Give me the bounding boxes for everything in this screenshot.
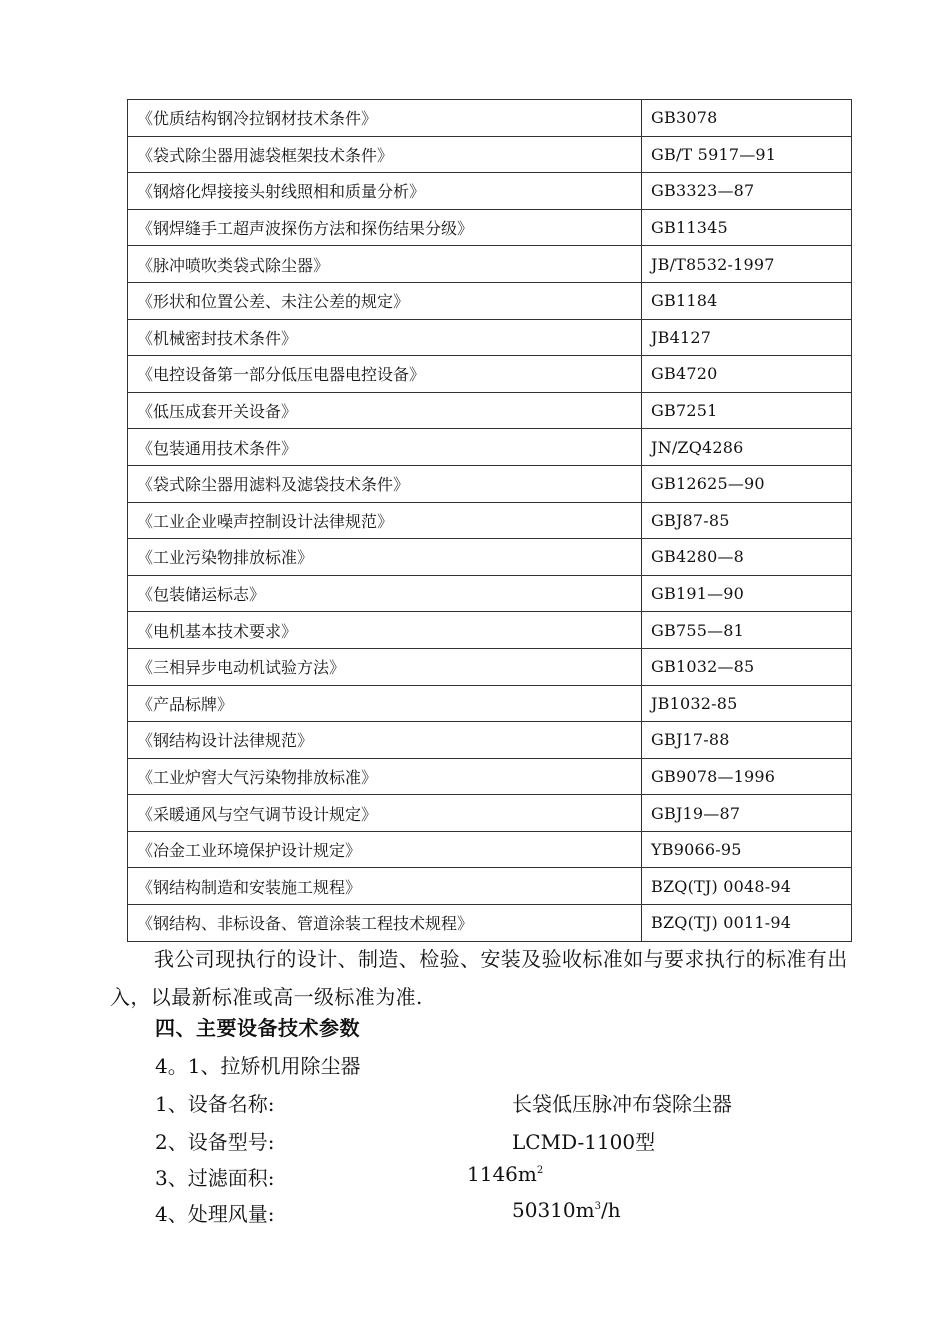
standard-code-cell: GB4720 [642, 356, 852, 393]
standard-code-cell: GB755—81 [642, 612, 852, 649]
subsection-title: 4。1、拉矫机用除尘器 [155, 1054, 361, 1078]
standard-code-cell: GB7251 [642, 392, 852, 429]
table-row [128, 392, 852, 429]
table-row [128, 905, 852, 942]
standard-name-cell: 《冶金工业环境保护设计规定》 [128, 831, 642, 868]
standard-code-cell: BZQ(TJ) 0048-94 [642, 868, 852, 905]
table-row [128, 575, 852, 612]
spec-air-label: 4、处理风量: [155, 1202, 275, 1226]
standards-table-body [128, 100, 852, 942]
standard-code-cell: GBJ17-88 [642, 722, 852, 759]
standard-code-cell: GB3078 [642, 100, 852, 137]
table-row [128, 356, 852, 393]
table-row [128, 465, 852, 502]
table-row [128, 209, 852, 246]
spec-air-superscript: 3 [594, 1201, 601, 1212]
standard-code-cell: JB4127 [642, 319, 852, 356]
standard-name-cell: 《包装通用技术条件》 [128, 429, 642, 466]
standard-name-cell: 《包装储运标志》 [128, 575, 642, 612]
standard-code-cell: JB1032-85 [642, 685, 852, 722]
standard-name-cell: 《低压成套开关设备》 [128, 392, 642, 429]
standard-name-cell: 《钢结构、非标设备、管道涂装工程技术规程》 [128, 905, 642, 942]
table-row [128, 831, 852, 868]
table-row [128, 173, 852, 210]
standards-note-paragraph: 我公司现执行的设计、制造、检验、安装及验收标准如与要求执行的标准有出入，以最新标准或高一级标准为准. [110, 947, 848, 1009]
standard-code-cell: GB11345 [642, 209, 852, 246]
standard-code-cell: GB9078—1996 [642, 758, 852, 795]
standard-name-cell: 《采暖通风与空气调节设计规定》 [128, 795, 642, 832]
table-row [128, 868, 852, 905]
standard-name-cell: 《工业企业噪声控制设计法律规范》 [128, 502, 642, 539]
standard-name-cell: 《电机基本技术要求》 [128, 612, 642, 649]
standard-code-cell: YB9066-95 [642, 831, 852, 868]
standard-name-cell: 《袋式除尘器用滤袋框架技术条件》 [128, 136, 642, 173]
standard-code-cell: GB1032—85 [642, 648, 852, 685]
standard-code-cell: JB/T8532-1997 [642, 246, 852, 283]
standard-code-cell: GB12625—90 [642, 465, 852, 502]
section-heading: 四、主要设备技术参数 [155, 1016, 360, 1040]
spec-air-unit: /h [600, 1198, 621, 1222]
spec-model-value: LCMD-1100型 [512, 1130, 656, 1154]
table-row [128, 319, 852, 356]
standard-name-cell: 《脉冲喷吹类袋式除尘器》 [128, 246, 642, 283]
standards-table [127, 99, 852, 942]
table-row [128, 502, 852, 539]
table-row [128, 648, 852, 685]
table-row [128, 282, 852, 319]
table-row [128, 685, 852, 722]
standard-name-cell: 《钢结构设计法律规范》 [128, 722, 642, 759]
standard-code-cell: GB1184 [642, 282, 852, 319]
standard-name-cell: 《三相异步电动机试验方法》 [128, 648, 642, 685]
standard-name-cell: 《袋式除尘器用滤料及滤袋技术条件》 [128, 465, 642, 502]
spec-air-value [512, 1198, 621, 1222]
standard-name-cell: 《产品标牌》 [128, 685, 642, 722]
table-row [128, 136, 852, 173]
standard-code-cell: BZQ(TJ) 0011-94 [642, 905, 852, 942]
spec-area-label: 3、过滤面积: [155, 1166, 275, 1190]
standard-name-cell: 《工业炉窖大气污染物排放标准》 [128, 758, 642, 795]
table-row [128, 100, 852, 137]
table-row [128, 612, 852, 649]
standard-code-cell: GBJ87-85 [642, 502, 852, 539]
table-row [128, 539, 852, 576]
spec-area-superscript: 2 [536, 1165, 544, 1176]
standard-name-cell: 《优质结构钢冷拉钢材技术条件》 [128, 100, 642, 137]
standard-code-cell: GBJ19—87 [642, 795, 852, 832]
table-row [128, 795, 852, 832]
spec-air-number: 50310m [512, 1198, 595, 1222]
table-row [128, 758, 852, 795]
standard-code-cell: GB3323—87 [642, 173, 852, 210]
standard-name-cell: 《钢焊缝手工超声波探伤方法和探伤结果分级》 [128, 209, 642, 246]
spec-area-value [467, 1162, 543, 1186]
standard-name-cell: 《电控设备第一部分低压电器电控设备》 [128, 356, 642, 393]
standard-name-cell: 《形状和位置公差、未注公差的规定》 [128, 282, 642, 319]
standard-code-cell: GB4280—8 [642, 539, 852, 576]
standard-code-cell: GB191—90 [642, 575, 852, 612]
table-row [128, 722, 852, 759]
table-row [128, 246, 852, 283]
standard-name-cell: 《机械密封技术条件》 [128, 319, 642, 356]
standard-name-cell: 《钢熔化焊接接头射线照相和质量分析》 [128, 173, 642, 210]
spec-name-value: 长袋低压脉冲布袋除尘器 [512, 1092, 732, 1116]
spec-model-label: 2、设备型号: [155, 1130, 275, 1154]
spec-area-number: 1146m [467, 1162, 537, 1186]
table-row [128, 429, 852, 466]
spec-name-label: 1、设备名称: [155, 1092, 275, 1116]
standard-code-cell: JN/ZQ4286 [642, 429, 852, 466]
standard-code-cell: GB/T 5917—91 [642, 136, 852, 173]
standard-name-cell: 《工业污染物排放标准》 [128, 539, 642, 576]
standard-name-cell: 《钢结构制造和安装施工规程》 [128, 868, 642, 905]
